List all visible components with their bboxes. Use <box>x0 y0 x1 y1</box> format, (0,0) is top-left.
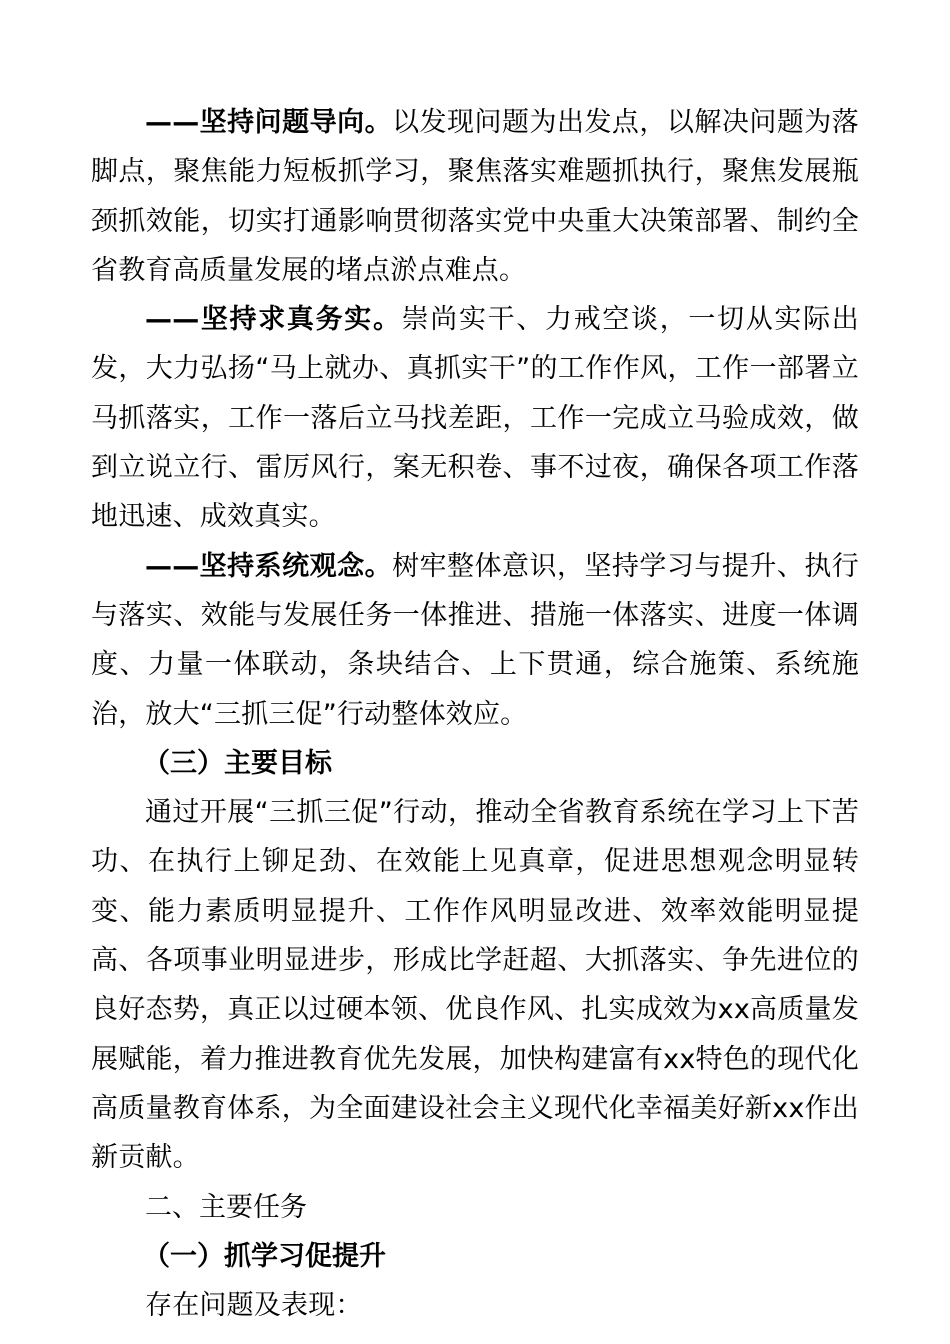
subsection-learning-heading: （一）抓学习促提升 <box>143 1240 386 1272</box>
principle-problem-oriented <box>91 98 859 295</box>
subsection-learning-body: 存在问题及表现： <box>145 1290 363 1322</box>
principle-systems-thinking <box>91 542 859 739</box>
section-main-goals-heading: （三）主要目标 <box>143 747 332 779</box>
section-main-goals-body: 通过开展“三抓三促”行动，推动全省教育系统在学习上下苦功、在执行上铆足劲、在效能上见真章，促进思想观念明显转变、能力素质明显提升、工作作风明显改进、效率效能明显提高、各项事业明显进步，形成比学赶超、大抓落实、争先进位的良好态势，真正以过硬本领、优良作风、扎实成效为xx高质量发展赋能，着力推进教育优先发展，加快构建富有xx特色的现代化高质量教育体系，为全面建设社会主义现代化幸福美好新xx作出新贡献。 <box>91 797 859 1174</box>
principle-truth-seeking <box>91 295 859 541</box>
principle-body: 以发现问题为出发点，以解决问题为落脚点，聚焦能力短板抓学习，聚焦落实难题抓执行，聚焦发展瓶颈抓效能，切实打通影响贯彻落实党中央重大决策部署、制约全省教育高质量发展的堵点淤点难点。 <box>91 107 859 286</box>
principle-lead: ——坚持问题导向。 <box>145 107 393 138</box>
principle-lead: ——坚持系统观念。 <box>145 550 393 582</box>
principle-body: 树牢整体意识，坚持学习与提升、执行与落实、效能与发展任务一体推进、措施一体落实、进度一体调度、力量一体联动，条块结合、上下贯通，综合施策、系统施治，放大“三抓三促”行动整体效应。 <box>91 550 859 730</box>
document-page <box>91 98 859 1330</box>
principle-body: 崇尚实干、力戒空谈，一切从实际出发，大力弘扬“马上就办、真抓实干”的工作作风，工作一部署立马抓落实，工作一落后立马找差距，工作一完成立马验成效，做到立说立行、雷厉风行，案无积卷、事不过夜，确保各项工作落地迅速、成效真实。 <box>91 304 859 533</box>
section-main-tasks-heading: 二、主要任务 <box>145 1191 307 1223</box>
principle-lead: ——坚持求真务实。 <box>145 304 402 336</box>
